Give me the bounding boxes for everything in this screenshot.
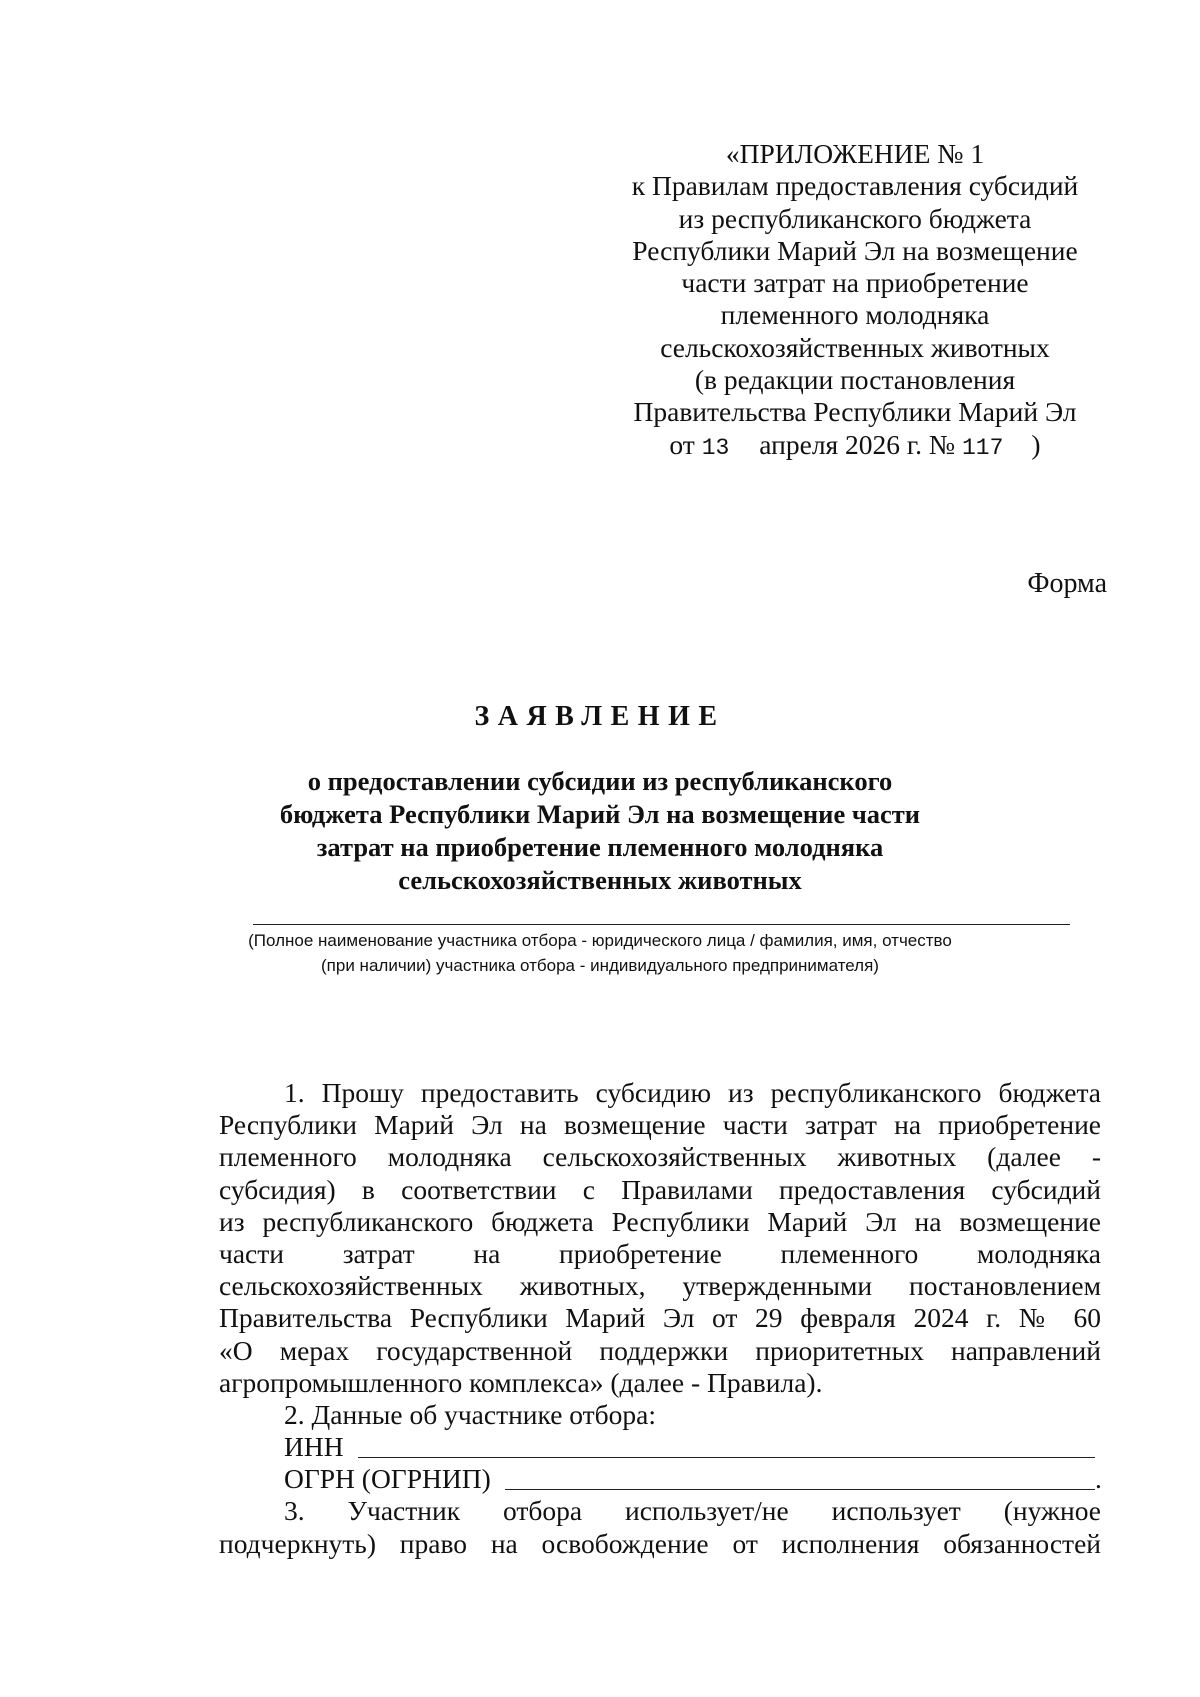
date-prefix: от <box>669 428 695 460</box>
paragraph1-line: 1. Прошу предоставить субсидию из республиканского бюджета <box>284 1077 1101 1108</box>
appendix-line: Республики Марий Эл на возмещение <box>632 234 1078 266</box>
appendix-line: сельскохозяйственных животных <box>660 331 1050 363</box>
paragraph3-line: подчеркнуть) право на освобождение от исполнения обязанностей <box>219 1527 1101 1559</box>
paragraph1-line: субсидия) в соответствии с Правилами предоставления субсидий <box>219 1173 1101 1205</box>
paragraph1-line: племенного молодняка сельскохозяйственных животных (далее - <box>219 1141 1101 1173</box>
paragraph3-line: 3. Участник отбора использует/не использует (нужное <box>284 1495 1101 1527</box>
subtitle-line: бюджета Республики Марий Эл на возмещение части <box>279 799 921 829</box>
subtitle-line: о предоставлении субсидии из республиканского <box>307 766 893 796</box>
appendix-date-line <box>595 429 1115 464</box>
application-body <box>219 1077 1101 1560</box>
paragraph1-line: из республиканского бюджета Республики Марий Эл на возмещение <box>219 1205 1101 1237</box>
paragraph1-line: сельскохозяйственных животных, утвержденными постановлением <box>219 1270 1101 1302</box>
caption-line: (при наличии) участника отбора - индивидуального предпринимателя) <box>321 956 879 975</box>
appendix-line: из республиканского бюджета <box>678 202 1032 234</box>
inn-input[interactable] <box>358 1457 1095 1458</box>
document-title: ЗАЯВЛЕНИЕ <box>474 701 726 732</box>
document-subtitle <box>0 765 1200 897</box>
date-month-year: апреля 2026 г. № <box>759 428 956 460</box>
paragraph1-line: части затрат на приобретение племенного молодняка <box>219 1237 1101 1269</box>
inn-row <box>219 1431 1101 1463</box>
subtitle-line: сельскохозяйственных животных <box>398 865 802 895</box>
appendix-line: «ПРИЛОЖЕНИЕ № 1 <box>725 138 985 169</box>
appendix-line: племенного молодняка <box>720 299 990 331</box>
inn-label: ИНН <box>284 1431 344 1463</box>
caption-line: (Полное наименование участника отбора - юридического лица / фамилия, имя, отчество <box>248 931 952 950</box>
paragraph1-line: Республики Марий Эл на возмещение части затрат на приобретение <box>219 1109 1101 1141</box>
form-label: Форма <box>1027 568 1107 599</box>
appendix-line: части затрат на приобретение <box>681 267 1029 299</box>
decree-number: 117 <box>961 434 1004 461</box>
appendix-line: Правительства Республики Марий Эл <box>633 396 1077 428</box>
appendix-header <box>595 138 1115 464</box>
subtitle-line: затрат на приобретение племенного молодняка <box>316 832 884 862</box>
paragraph1-last-line: агропромышленного комплекса» (далее - Правила). <box>219 1366 823 1398</box>
paragraph1-line: Правительства Республики Марий Эл от 29 февраля 2024 г. № 60 <box>219 1302 1101 1334</box>
date-day: 13 <box>701 434 730 461</box>
paragraph2-heading: 2. Данные об участнике отбора: <box>284 1398 657 1430</box>
ogrn-end-period: . <box>1095 1463 1102 1495</box>
ogrn-row <box>219 1463 1101 1495</box>
appendix-line: к Правилам предоставления субсидий <box>631 170 1079 202</box>
paragraph1-line: «О мерах государственной поддержки приоритетных направлений <box>219 1334 1101 1366</box>
participant-name-field[interactable] <box>253 924 1070 925</box>
ogrn-input[interactable] <box>505 1489 1095 1490</box>
appendix-line: (в редакции постановления <box>694 364 1016 396</box>
date-close-paren: ) <box>1031 428 1041 460</box>
participant-name-caption <box>0 928 1200 978</box>
ogrn-label: ОГРН (ОГРНИП) <box>284 1463 491 1495</box>
